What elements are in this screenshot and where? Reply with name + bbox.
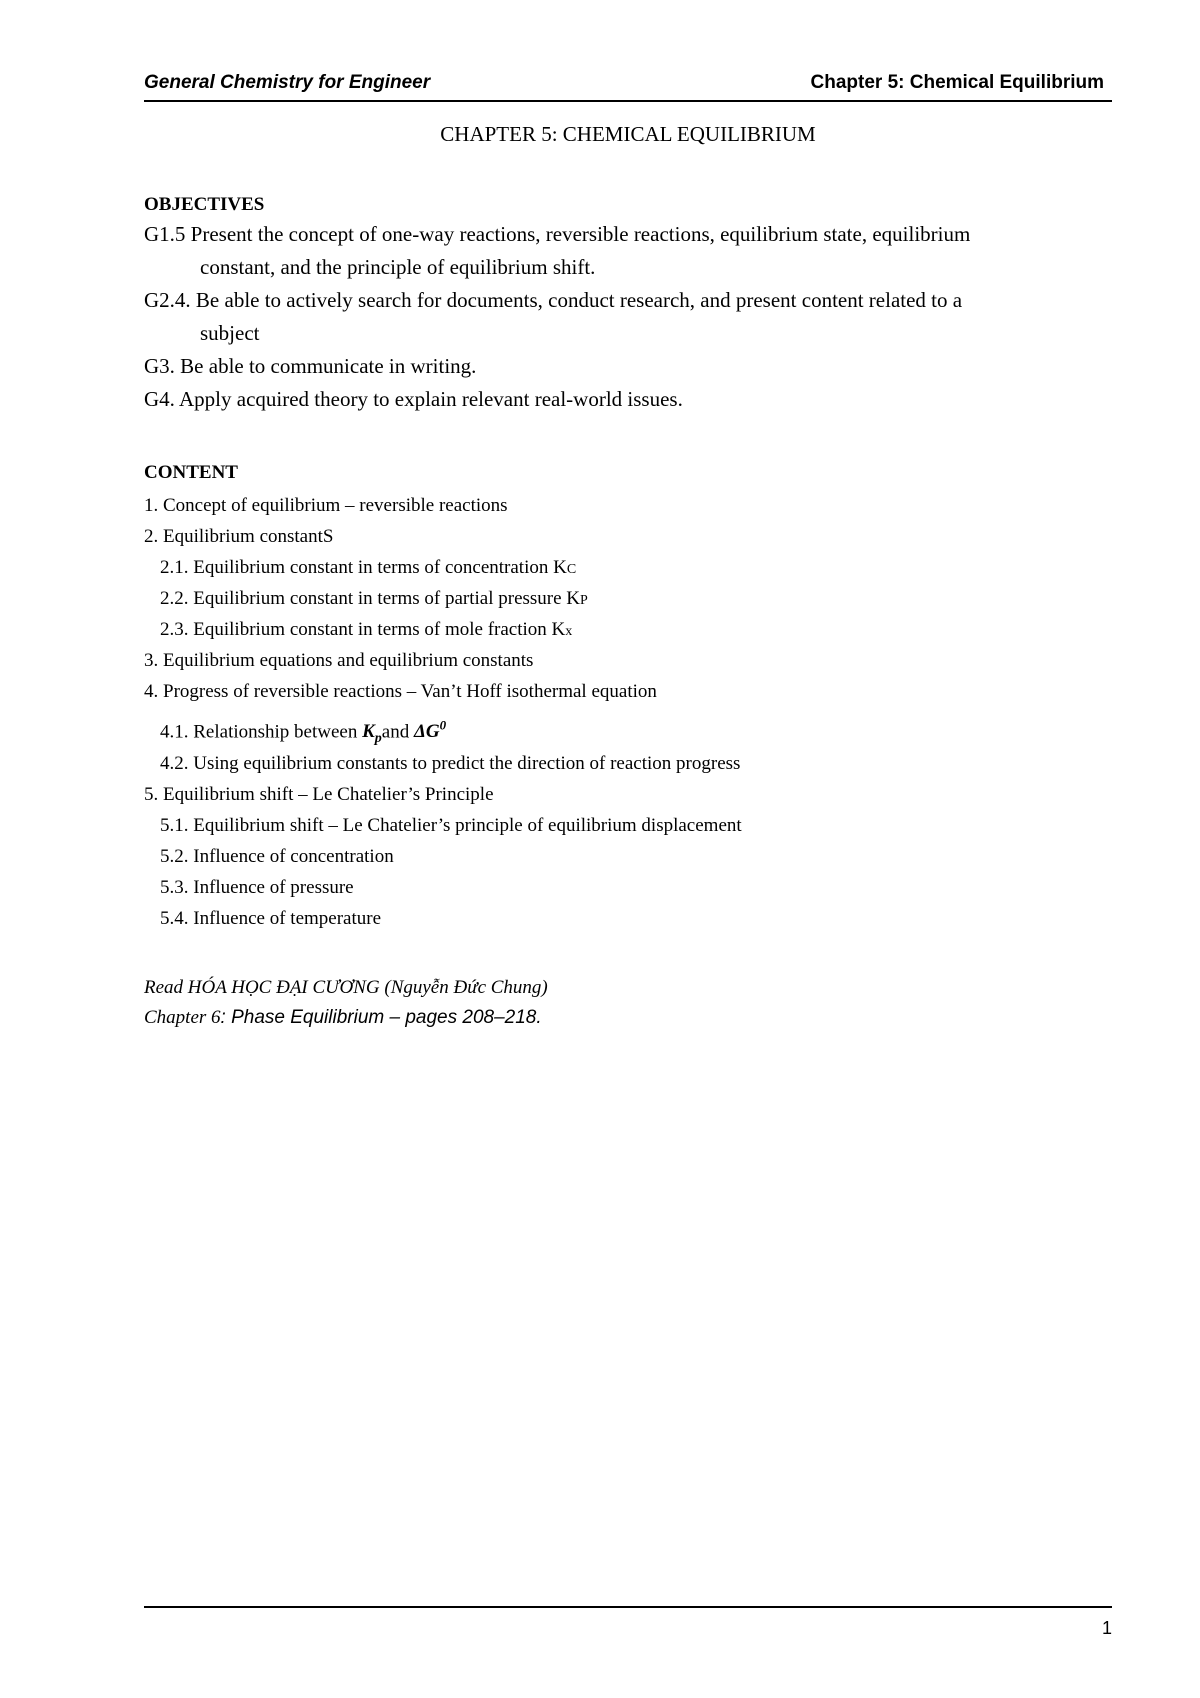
header-course-title: General Chemistry for Engineer: [144, 72, 431, 93]
toc-subitem: [160, 556, 576, 582]
objective-item: [144, 284, 1112, 350]
toc-subitem-text: and: [381, 721, 414, 743]
toc-subitem: 5.3. Influence of pressure: [160, 877, 354, 898]
subscript: x: [565, 624, 573, 639]
toc-subitem: 5.2. Influence of concentration: [160, 846, 394, 867]
toc-item: 1. Concept of equilibrium – reversible reactions: [144, 495, 508, 516]
toc-subitem-text: 2.1. Equilibrium constant in terms of concentration K: [160, 557, 567, 578]
delta-g-letters: ΔG: [413, 721, 440, 743]
delta-g-superscript: 0: [439, 718, 447, 733]
objective-item: [144, 218, 1112, 284]
objective-item: [144, 350, 1112, 383]
toc-item: 3. Equilibrium equations and equilibrium constants: [144, 650, 534, 671]
objective-line-continued: constant, and the principle of equilibrium shift.: [200, 255, 596, 279]
content-heading: CONTENT: [144, 462, 238, 483]
reading-chapter: [144, 1007, 542, 1029]
toc-subitem: [160, 714, 446, 751]
reading-reference: Read HÓA HỌC ĐẠI CƯƠNG (Nguyễn Đức Chung): [144, 977, 548, 998]
toc-item: 5. Equilibrium shift – Le Chatelier’s Principle: [144, 784, 494, 805]
toc-subitem: [160, 618, 572, 644]
delta-g-symbol: [413, 718, 447, 743]
kp-letter: K: [362, 721, 375, 743]
toc-subitem-text: 2.3. Equilibrium constant in terms of mole fraction K: [160, 619, 566, 640]
objective-line: G1.5 Present the concept of one-way reactions, reversible reactions, equilibrium state, equilibrium: [144, 222, 971, 246]
toc-item: 2. Equilibrium constantS: [144, 526, 334, 547]
header-chapter-title: Chapter 5: Chemical Equilibrium: [810, 72, 1104, 93]
toc-subitem-text: 2.2. Equilibrium constant in terms of partial pressure K: [160, 588, 581, 609]
reading-chapter-pages: : Phase Equilibrium – pages 208–218.: [220, 1007, 542, 1028]
objectives-heading: OBJECTIVES: [144, 194, 265, 215]
toc-subitem-text: 4.1. Relationship between: [160, 721, 363, 743]
objective-line: G2.4. Be able to actively search for documents, conduct research, and present content related to a: [144, 288, 963, 312]
subscript: C: [566, 562, 577, 577]
toc-subitem: [160, 587, 588, 613]
kp-symbol: [362, 721, 382, 747]
objective-item: [144, 383, 1112, 416]
kp-subscript: p: [374, 731, 382, 747]
objective-line-continued: subject: [200, 321, 260, 345]
reading-chapter-label: Chapter 6: [144, 1007, 221, 1028]
objective-line: G4. Apply acquired theory to explain relevant real-world issues.: [144, 387, 683, 411]
toc-subitem: 5.4. Influence of temperature: [160, 908, 382, 929]
toc-subitem: 4.2. Using equilibrium constants to predict the direction of reaction progress: [160, 753, 741, 774]
footer-rule: [144, 1606, 1112, 1608]
page-number: 1: [1101, 1618, 1112, 1638]
toc-subitem: 5.1. Equilibrium shift – Le Chatelier’s principle of equilibrium displacement: [160, 815, 742, 836]
objective-line: G3. Be able to communicate in writing.: [144, 354, 477, 378]
page-header: [144, 72, 1112, 102]
subscript: P: [580, 593, 588, 608]
toc-item: 4. Progress of reversible reactions – Van’t Hoff isothermal equation: [144, 681, 657, 702]
chapter-title: CHAPTER 5: CHEMICAL EQUILIBRIUM: [440, 122, 816, 146]
